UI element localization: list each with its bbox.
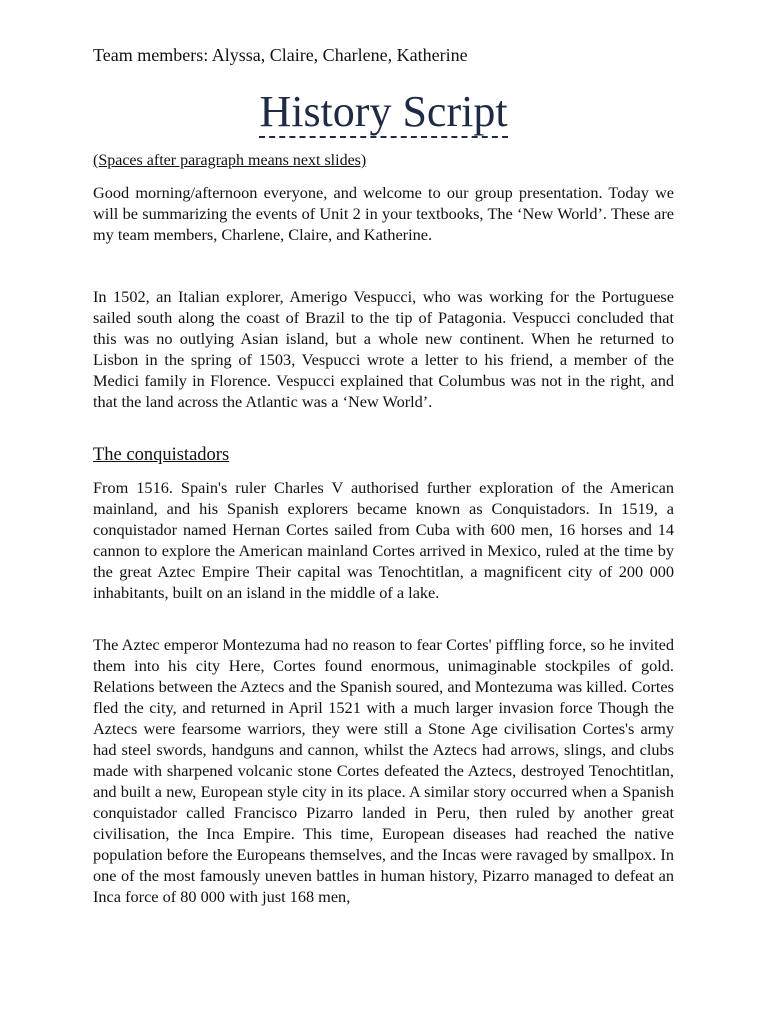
- intro-paragraph: Good morning/afternoon everyone, and welcome to our group presentation. Today we will be summarizing the events of Unit 2 in your textbooks, The ‘New World’. These are my team members, Charlene, Claire, and Katherine.: [93, 183, 674, 244]
- conquistadors-paragraph: From 1516. Spain's ruler Charles V authorised further exploration of the American mainland, and his Spanish explorers became known as Conquistadors. In 1519, a conquistador named Hernan Cortes sailed from Cuba with 600 men, 16 horses and 14 cannon to explore the American mainland Cortes arrived in Mexico, ruled at the time by the great Aztec Empire Their capital was Tenochtitlan, a magnificent city of 200 000 inhabitants, built on an island in the middle of a lake.: [93, 478, 674, 602]
- document-title-text: History Script: [259, 87, 508, 136]
- slides-note: (Spaces after paragraph means next slides): [93, 152, 367, 169]
- vespucci-paragraph: In 1502, an Italian explorer, Amerigo Vespucci, who was working for the Portuguese sailed south along the coast of Brazil to the tip of Patagonia. Vespucci concluded that this was no outlying Asian island, but a whole new continent. When he returned to Lisbon in the spring of 1503, Vespucci wrote a letter to his friend, a member of the Medici family in Florence. Vespucci explained that Columbus was not in the right, and that the land across the Atlantic was a ‘New World’.: [93, 287, 674, 411]
- document-title: [93, 86, 674, 138]
- section-heading: The conquistadors: [93, 445, 230, 465]
- aztec-paragraph: The Aztec emperor Montezuma had no reason to fear Cortes' piffling force, so he invited them into his city Here, Cortes found enormous, unimaginable stockpiles of gold. Relations between the Aztecs and the Spanish soured, and Montezuma was killed. Cortes fled the city, and returned in April 1521 with a much larger invasion force Though the Aztecs were fearsome warriors, they were still a Stone Age civilisation Cortes's army had steel swords, handguns and cannon, whilst the Aztecs had arrows, slings, and clubs made with sharpened volcanic stone Cortes defeated the Aztecs, destroyed Tenochtitlan, and built a new, European style city in its place. A similar story occurred when a Spanish conquistador called Francisco Pizarro landed in Peru, then ruled by another great civilisation, the Inca Empire. This time, European diseases had reached the native population before the Europeans themselves, and the Incas were ravaged by smallpox. In one of the most famously uneven battles in human history, Pizarro managed to defeat an Inca force of 80 000 with just 168 men,: [93, 635, 674, 906]
- team-members-line: Team members: Alyssa, Claire, Charlene, Katherine: [93, 45, 468, 65]
